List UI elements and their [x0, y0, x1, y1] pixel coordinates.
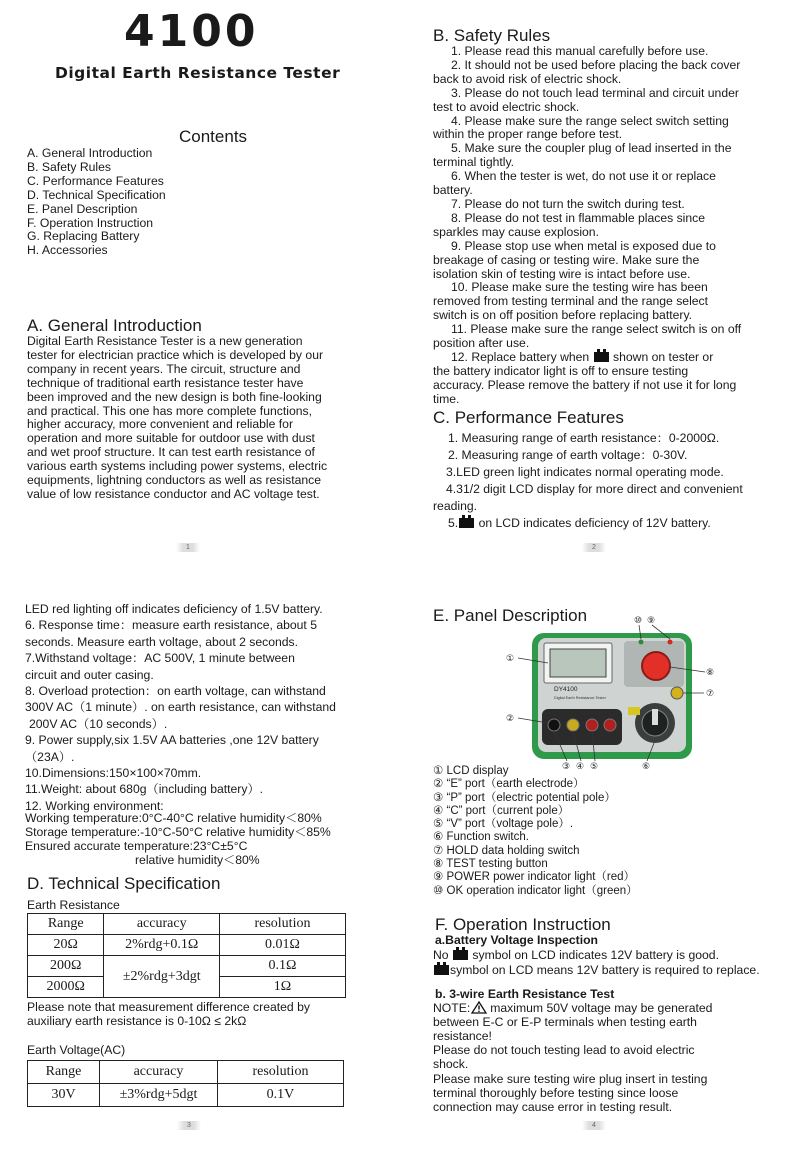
- table-cell: 30V: [28, 1084, 100, 1107]
- a2-text: symbol on LCD means 12V battery is required to replace.: [450, 963, 760, 977]
- spec-line: 6. Response time：measure earth resistance, about 5: [25, 618, 317, 633]
- spec-list: [25, 601, 395, 814]
- env-line: Storage temperature:-10°C-50°C relative humidity＜85%: [25, 825, 331, 839]
- page-1: [0, 0, 404, 575]
- contents-item: C. Performance Features: [27, 173, 164, 188]
- note-line: auxiliary earth resistance is 0-10Ω ≤ 2kΩ: [27, 1013, 247, 1028]
- column-header: resolution: [219, 914, 345, 935]
- perf-line: 3.LED green light indicates normal operating mode.: [446, 465, 724, 479]
- intro-line: and practical. This one has more complete functions,: [27, 403, 312, 418]
- op-heading: F. Operation Instruction: [435, 915, 611, 934]
- env-line: Working temperature:0°C-40°C relative humidity＜80%: [25, 811, 322, 825]
- safety-line: 10. Please make sure the testing wire has been: [451, 280, 708, 295]
- test-line: Please make sure testing wire plug insert in testing: [433, 1071, 708, 1086]
- ok-indicator-light: [639, 640, 644, 645]
- spec-line: circuit and outer casing.: [25, 667, 154, 682]
- intro-heading: A. General Introduction: [27, 316, 202, 335]
- perf5-text: on LCD indicates deficiency of 12V battery.: [478, 516, 711, 530]
- table-cell: 20Ω: [28, 935, 104, 956]
- contents-item: H. Accessories: [27, 243, 108, 258]
- callout-4: ④: [576, 762, 585, 771]
- contents-list: [27, 147, 166, 258]
- function-switch-pointer: [652, 709, 658, 725]
- perf-line: 1. Measuring range of earth resistance：0-2000Ω.: [448, 431, 720, 445]
- test-line: resistance!: [433, 1029, 492, 1044]
- intro-body: [27, 335, 327, 502]
- safety-line: 2. It should not be used before placing the back cover: [451, 57, 741, 72]
- contents-item: B. Safety Rules: [27, 159, 111, 174]
- note-line: Please note that measurement difference created by: [27, 1000, 310, 1014]
- device-model-label: DY4100: [554, 686, 578, 693]
- spec-line: （23A）.: [25, 749, 75, 764]
- safety-line: test to avoid electric shock.: [433, 99, 580, 114]
- intro-line: Digital Earth Resistance Tester is a new generation: [27, 334, 303, 348]
- page-number: 3: [177, 1121, 201, 1130]
- test-line: Please do not touch testing lead to avoid electric: [433, 1043, 695, 1058]
- table-cell: 0.01Ω: [219, 935, 345, 956]
- port-c[interactable]: [586, 719, 598, 731]
- perf-line-5: [433, 515, 803, 532]
- product-name: Digital Earth Resistance Tester: [55, 64, 341, 82]
- column-header: resolution: [217, 1061, 343, 1084]
- column-header: accuracy: [104, 914, 219, 935]
- device-model-sub: Digital Earth Resistance Tester: [554, 696, 606, 700]
- table-cell: 2%rdg+0.1Ω: [104, 935, 219, 956]
- safety-line: switch is on off position before replacing battery.: [433, 308, 693, 323]
- earth-resistance-table: [27, 913, 346, 998]
- spec-line: 12. Working environment:: [25, 798, 164, 813]
- sub-heading-a: a.Battery Voltage Inspection: [435, 933, 598, 947]
- contents-item: D. Technical Specification: [27, 187, 166, 202]
- callout-1: ①: [506, 654, 515, 664]
- spec-line: 300V AC（1 minute）. on earth resistance, can withstand: [25, 700, 336, 715]
- device-illustration: [494, 611, 734, 771]
- battery-line-2: [433, 963, 803, 978]
- callout-2: ②: [506, 714, 515, 724]
- env-line: relative humidity＜80%: [135, 853, 260, 867]
- panel-item: ⑤ “V” port（voltage pole）.: [433, 818, 574, 831]
- port-p[interactable]: [567, 719, 579, 731]
- callout-5: ⑤: [590, 762, 599, 771]
- safety-line: 3. Please do not touch lead terminal and circuit under: [451, 85, 739, 100]
- contents-item: E. Panel Description: [27, 201, 138, 216]
- safety-line: removed from testing terminal and the range select: [433, 294, 709, 309]
- tech-heading: D. Technical Specification: [27, 874, 221, 893]
- safety-line: isolation skin of testing wire is intact before use.: [433, 266, 691, 281]
- range-label: [628, 707, 640, 715]
- test-line: shock.: [433, 1057, 469, 1072]
- earth-resistance-caption: Earth Resistance: [27, 898, 120, 912]
- callout-10: ⑩: [634, 616, 643, 626]
- safety-line: 1. Please read this manual carefully before use.: [451, 44, 709, 58]
- safety-rules-body: [433, 45, 793, 407]
- table-cell: 2000Ω: [28, 977, 104, 998]
- safety-line: time.: [433, 391, 460, 406]
- intro-line: higher accuracy, more convenient and reliable for: [27, 417, 294, 432]
- spec-line: LED red lighting off indicates deficiency of 1.5V battery.: [25, 602, 323, 616]
- intro-line: and wet proof structure. It can test earth resistance of: [27, 445, 315, 460]
- panel-item: ① LCD display: [433, 765, 509, 777]
- page-2: [404, 0, 808, 575]
- perf-line: 4.31/2 digit LCD display for more direct and convenient: [446, 482, 743, 496]
- spec-line: 7.Withstand voltage：AC 500V, 1 minute between: [25, 651, 295, 666]
- battery-icon: [453, 950, 468, 960]
- spec-line: 9. Power supply,six 1.5V AA batteries ,one 12V battery: [25, 733, 319, 748]
- panel-items-list: [433, 765, 638, 898]
- spec-line: seconds. Measure earth voltage, about 2 seconds.: [25, 634, 299, 649]
- page-4: [404, 575, 808, 1150]
- model-number: 4100: [124, 6, 259, 57]
- test-line: between E-C or E-P terminals when testing earth: [433, 1015, 697, 1030]
- battery-icon: [459, 518, 474, 528]
- spec-line: 8. Overload protection：on earth voltage, can withstand: [25, 684, 326, 699]
- spec-line: 10.Dimensions:150×100×70mm.: [25, 766, 202, 781]
- spec-line: 11.Weight: about 680g（including battery）.: [25, 782, 264, 797]
- spec-line: 200V AC（10 seconds）.: [29, 716, 168, 731]
- page-3: [0, 575, 404, 1150]
- panel-item: ③ “P” port（electric potential pole）: [433, 791, 616, 804]
- safety-line: breakage of casing or testing wire. Make sure the: [433, 252, 700, 267]
- panel-item: ② “E” port（earth electrode）: [433, 778, 585, 791]
- port-e[interactable]: [548, 719, 560, 731]
- intro-line: technique of traditional earth resistance tester have: [27, 375, 304, 390]
- page-number: 1: [176, 543, 200, 552]
- earth-voltage-caption: Earth Voltage(AC): [27, 1043, 126, 1057]
- intro-line: various earth systems including power systems, electric: [27, 459, 328, 474]
- safety-line-12: [433, 351, 793, 365]
- intro-line: equipments, lightning conductors as well as resistance: [27, 473, 322, 488]
- test-line: terminal thoroughly before testing since loose: [433, 1085, 679, 1100]
- battery-line-1: [433, 948, 803, 963]
- contents-item: A. General Introduction: [27, 146, 153, 160]
- safety-line: position after use.: [433, 336, 530, 351]
- hold-switch[interactable]: [671, 687, 683, 699]
- rule12-prefix: 12. Replace battery when: [451, 349, 590, 364]
- table-cell: 0.1V: [217, 1084, 343, 1107]
- warning-icon: [471, 1001, 487, 1014]
- note-line: [433, 1001, 803, 1015]
- table-cell: ±2%rdg+3dgt: [104, 956, 219, 998]
- callout-3: ③: [562, 762, 571, 771]
- intro-line: company in recent years. The circuit, structure and: [27, 361, 301, 376]
- panel-item: ⑩ OK operation indicator light（green）: [433, 884, 638, 897]
- battery-inspection: [433, 933, 803, 978]
- perf-line: reading.: [433, 499, 478, 513]
- table-cell: 200Ω: [28, 956, 104, 977]
- column-header: Range: [28, 1061, 100, 1084]
- column-header: accuracy: [100, 1061, 218, 1084]
- note-label: NOTE:: [433, 1001, 471, 1016]
- safety-line: terminal tightly.: [433, 155, 515, 170]
- panel-item: ⑧ TEST testing button: [433, 858, 548, 871]
- safety-line: within the proper range before test.: [433, 127, 623, 142]
- safety-line: 9. Please stop use when metal is exposed due to: [451, 238, 716, 253]
- intro-line: tester for electrician practice which is developed by our: [27, 347, 324, 362]
- page-number: 2: [582, 543, 606, 552]
- earth-voltage-table: [27, 1060, 344, 1107]
- panel-item: ④ “C” port（current pole）: [433, 804, 570, 817]
- safety-line: battery.: [433, 183, 473, 198]
- panel-item: ⑥ Function switch.: [433, 831, 529, 844]
- test-line: connection may cause error in testing result.: [433, 1099, 673, 1114]
- perf-body: [433, 430, 803, 532]
- measurement-note: [27, 1001, 310, 1029]
- panel-item: ⑦ HOLD data holding switch: [433, 844, 580, 857]
- table-cell: 0.1Ω: [219, 956, 345, 977]
- safety-line: 8. Please do not test in flammable places since: [451, 210, 706, 225]
- environment-block: [25, 811, 395, 867]
- perf-line: 2. Measuring range of earth voltage：0-30V.: [448, 448, 688, 462]
- table-cell: ±3%rdg+5dgt: [100, 1084, 218, 1107]
- table-cell: 1Ω: [219, 977, 345, 998]
- safety-line: the battery indicator light is off to ensure testing: [433, 363, 689, 378]
- callout-7: ⑦: [706, 689, 715, 699]
- env-line: Ensured accurate temperature:23°C±5°C: [25, 839, 248, 853]
- contents-title: Contents: [179, 127, 248, 146]
- lcd-display: [550, 649, 606, 677]
- earth-resistance-test: [433, 987, 803, 1114]
- panel-item: ⑨ POWER power indicator light（red）: [433, 871, 636, 884]
- test-button[interactable]: [642, 652, 670, 680]
- rule12-suffix: shown on tester or: [613, 349, 714, 364]
- perf5-prefix: 5.: [448, 516, 459, 530]
- a1-prefix: No: [433, 948, 449, 962]
- callout-6: ⑥: [642, 762, 651, 771]
- page-number: 4: [582, 1121, 606, 1130]
- callout-9: ⑨: [647, 616, 656, 626]
- safety-line: 4. Please make sure the range select switch setting: [451, 113, 729, 128]
- safety-line: sparkles may cause explosion.: [433, 224, 599, 239]
- intro-line: operation and more suitable for outdoor use with dust: [27, 431, 315, 446]
- column-header: Range: [28, 914, 104, 935]
- battery-icon: [594, 352, 609, 362]
- intro-line: value of low resistance conductor and AC voltage test.: [27, 486, 320, 501]
- callout-8: ⑧: [706, 668, 715, 678]
- port-v[interactable]: [604, 719, 616, 731]
- battery-icon: [434, 965, 449, 975]
- safety-line: 11. Please make sure the range select switch is on off: [451, 322, 742, 337]
- intro-line: been improved and the new design is both fine-looking: [27, 389, 322, 404]
- power-indicator-light: [668, 640, 673, 645]
- perf-heading: C. Performance Features: [433, 408, 624, 427]
- safety-line: 5. Make sure the coupler plug of lead inserted in the: [451, 141, 732, 156]
- contents-item: F. Operation Instruction: [27, 215, 153, 230]
- safety-heading: B. Safety Rules: [433, 26, 551, 45]
- a1-text: symbol on LCD indicates 12V battery is good.: [472, 948, 719, 962]
- safety-line: 6. When the tester is wet, do not use it or replace: [451, 169, 716, 184]
- contents-item: G. Replacing Battery: [27, 229, 140, 244]
- sub-heading-b: b. 3-wire Earth Resistance Test: [435, 987, 615, 1001]
- safety-line: accuracy. Please remove the battery if not use it for long: [433, 377, 737, 392]
- note-text: maximum 50V voltage may be generated: [490, 1001, 713, 1016]
- safety-line: back to avoid risk of electric shock.: [433, 71, 622, 86]
- panel-heading: E. Panel Description: [433, 606, 588, 625]
- safety-line: 7. Please do not turn the switch during test.: [451, 196, 685, 211]
